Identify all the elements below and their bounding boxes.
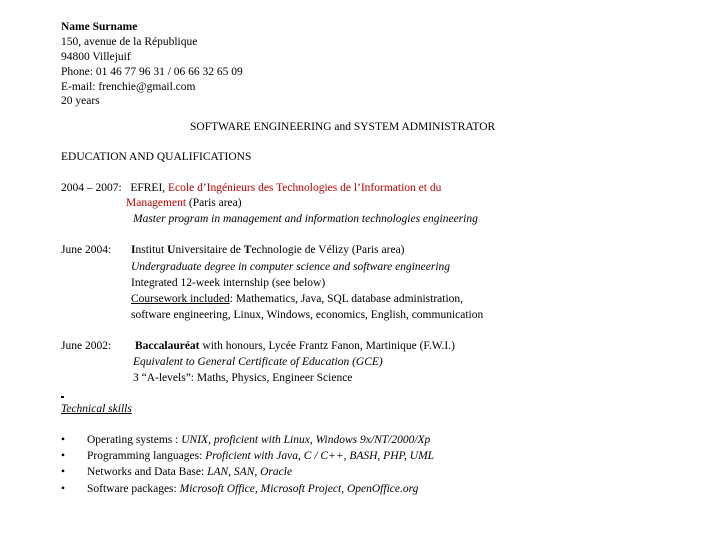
skill-item: Software packages: Microsoft Office, Microsoft Project, OpenOffice.org [87,483,419,495]
document-title: SOFTWARE ENGINEERING and SYSTEM ADMINISTRATOR [190,121,496,133]
degree: Master program in management and information technologies engineering [133,213,478,225]
internship: Integrated 12-week internship (see below) [131,277,326,289]
entry-date: June 2004: [61,244,112,256]
coursework-continued: software engineering, Linux, Windows, economics, English, communication [131,309,484,321]
bullet-glyph: • [61,466,66,478]
equivalent: Equivalent to General Certificate of Education (GCE) [133,356,383,368]
school-name-line-2: Management [126,197,187,209]
skills-heading: Technical skills [61,403,132,415]
bullet-glyph: • [61,434,66,446]
coursework-label: Coursework included [131,293,230,305]
age: 20 years [61,95,100,107]
a-levels: 3 “A-levels”: Maths, Physics, Engineer Science [133,372,353,384]
stray-mark [61,396,64,398]
email: E-mail: frenchie@gmail.com [61,81,196,93]
diploma: Baccalauréat with honours, Lycée Frantz Fanon, Martinique (F.W.I.) [135,340,455,352]
entry-date: June 2002: [61,340,112,352]
school-name-continued [126,196,242,210]
education-entry-1 [61,181,441,195]
entry-date: 2004 – 2007: [61,182,122,194]
school-location: (Paris area) [188,197,242,209]
school-prefix: EFREI, [130,182,166,194]
education-heading: EDUCATION AND QUALIFICATIONS [61,151,252,163]
degree: Undergraduate degree in computer science and software engineering [131,261,451,273]
school-name: Institut Universitaire de Technologie de Vélizy (Paris area) [131,244,405,256]
coursework: Coursework included: Mathematics, Java, SQL database administration, [131,293,464,305]
address-line-2: 94800 Villejuif [61,51,131,63]
bullet-glyph: • [61,483,66,495]
bullet-glyph: • [61,450,66,462]
candidate-name: Name Surname [61,21,138,33]
school-name: Ecole d’Ingénieurs des Technologies de l’Information et du [168,182,442,194]
skill-item: Networks and Data Base: LAN, SAN, Oracle [87,466,293,478]
phone: Phone: 01 46 77 96 31 / 06 66 32 65 09 [61,66,243,78]
skill-item: Programming languages: Proficient with Java, C / C++, BASH, PHP, UML [87,450,435,462]
skill-item: Operating systems : UNIX, proficient with Linux, Windows 9x/NT/2000/Xp [87,434,431,446]
address-line-1: 150, avenue de la République [61,36,198,48]
